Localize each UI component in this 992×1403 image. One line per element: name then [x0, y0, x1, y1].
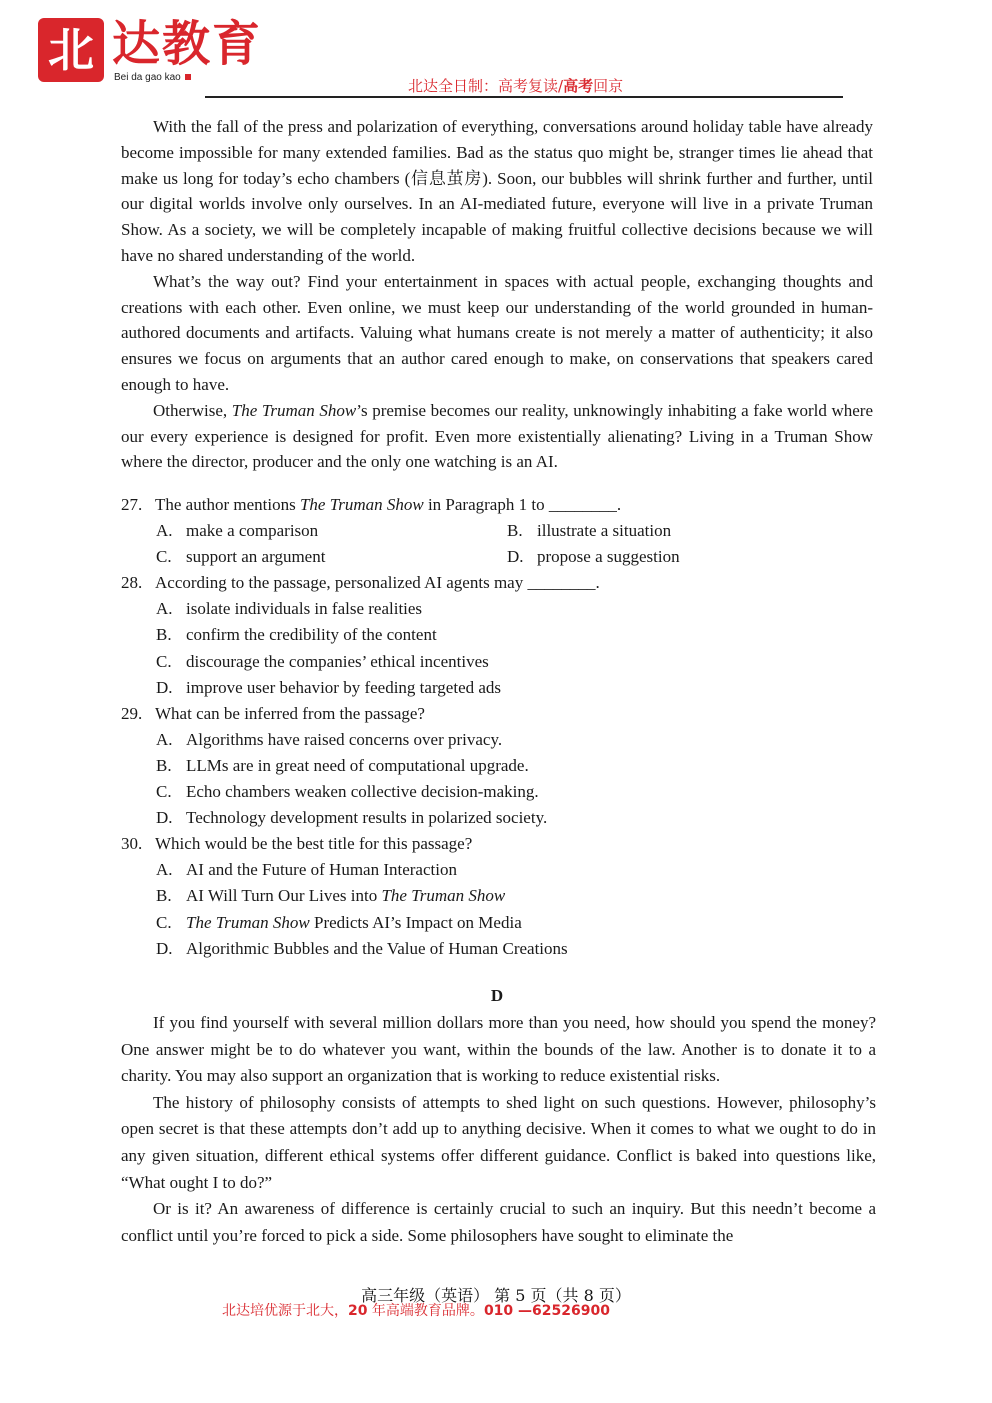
- option-text: isolate individuals in false realities: [186, 599, 423, 619]
- question-27: [121, 492, 873, 518]
- option-d: [156, 675, 873, 701]
- option-text: confirm the credibility of the content: [186, 625, 437, 645]
- option-text: LLMs are in great need of computational upgrade.: [186, 755, 529, 775]
- page-footer: 高三年级（英语） 第 5 页（共 8 页）: [361, 1286, 631, 1305]
- question-stem: in Paragraph 1 to ________.: [423, 495, 622, 514]
- passage-d: [121, 1010, 876, 1249]
- promo-text: 年高端教育品牌。: [367, 1303, 484, 1319]
- option-letter: A.: [156, 521, 173, 541]
- option-text: AI and the Future of Human Interaction: [186, 860, 457, 880]
- promo-phone: 010 —62526900: [483, 1303, 610, 1319]
- italic-title: The Truman Show: [381, 886, 506, 906]
- options-30: [121, 857, 873, 961]
- slogan-pre: 北达全日制：高考复读/: [408, 77, 564, 95]
- slogan-post: 回京: [593, 77, 624, 95]
- option-text: AI Will Turn Our Lives into: [186, 886, 382, 906]
- option-b: [156, 753, 873, 779]
- question-28: [121, 570, 873, 596]
- option-text: Predicts AI’s Impact on Media: [309, 912, 522, 932]
- promo-footer: [222, 1300, 610, 1320]
- option-letter: B.: [156, 625, 172, 645]
- option-text: Echo chambers weaken collective decision-making.: [186, 782, 539, 802]
- option-letter: B.: [156, 755, 172, 775]
- option-letter: C.: [156, 912, 172, 932]
- question-number: 28.: [121, 573, 143, 593]
- paragraph: The history of philosophy consists of attempts to shed light on such questions. However, philosophy’s open secret is that these attempts don’t add up to anything decisive. When it comes to what we ought to do in any given situation, different ethical systems offer different guidance. Conflict is baked into questions like, “What ought I to do?”: [121, 1092, 876, 1192]
- option-text: support an argument: [186, 547, 326, 567]
- paragraph: What’s the way out? Find your entertainment in spaces with actual people, exchanging thoughts and creations with each other. Even online, we must keep our understanding of the world grounded in human-authored documents and artifacts. Valuing what humans create is not merely a matter of authenticity; it also ensures we focus on arguments that an author cared enough to make, on conservations that speakers cared enough to have.: [121, 271, 873, 394]
- logo-mark: [38, 18, 104, 82]
- promo-text: 北达培优源于北大，: [222, 1303, 348, 1319]
- section-heading: D: [490, 986, 504, 1005]
- option-a: [156, 857, 873, 883]
- option-letter: A.: [156, 729, 173, 749]
- option-b: [507, 518, 858, 544]
- square-icon: [185, 74, 191, 80]
- question-stem: The author mentions: [155, 495, 300, 514]
- option-a: [156, 727, 873, 753]
- option-d: [156, 805, 873, 831]
- question-stem: Which would be the best title for this passage?: [155, 834, 473, 854]
- option-text: improve user behavior by feeding targeted ads: [186, 677, 502, 697]
- question-number: 27.: [121, 495, 143, 514]
- italic-title: The Truman Show: [231, 400, 357, 420]
- logo-subtitle-text: Bei da gao kao: [114, 72, 181, 83]
- option-letter: D.: [156, 677, 173, 697]
- question-list: [121, 492, 873, 962]
- logo-text: 达教育: [112, 16, 263, 72]
- paragraph: Or is it? An awareness of difference is certainly crucial to such an inquiry. But this needn’t become a conflict until you’re forced to pick a side. Some philosophers have sought to eliminate the: [121, 1199, 876, 1245]
- passage-c: [121, 114, 873, 475]
- text-run: Otherwise,: [153, 400, 232, 420]
- question-30: [121, 831, 873, 857]
- option-a: [156, 518, 507, 544]
- option-letter: B.: [156, 886, 172, 906]
- option-d: [507, 544, 858, 570]
- question-29: [121, 701, 873, 727]
- header-slogan: [408, 75, 623, 96]
- option-text: illustrate a situation: [537, 521, 672, 541]
- logo-char: 北: [48, 23, 94, 77]
- option-text: Technology development results in polarized society.: [186, 808, 548, 828]
- option-c: [156, 649, 873, 675]
- options-28: [121, 596, 873, 700]
- question-number: 29.: [121, 703, 143, 723]
- paragraph: If you find yourself with several million dollars more than you need, how should you spend the money? One answer might be to do whatever you want, within the bounds of the law. Another is to donate it to a charity. You may also support an organization that is working to reduce existential risks.: [121, 1013, 876, 1086]
- option-letter: A.: [156, 599, 173, 619]
- options-27: [121, 518, 873, 570]
- option-b: [156, 622, 873, 648]
- text-run: ’s premise becomes our reality, unknowingly inhabiting a fake world where our every experience is designed for profit. Even more existentially alienating? Living in a Truman Show where the director, producer and the only one watching is an AI.: [121, 400, 873, 472]
- option-a: [156, 596, 873, 622]
- promo-bold: 20: [348, 1303, 368, 1319]
- option-c: [156, 544, 507, 570]
- option-c: [156, 910, 873, 936]
- option-text: Algorithmic Bubbles and the Value of Human Creations: [186, 938, 568, 958]
- option-b: [156, 883, 873, 909]
- option-letter: D.: [156, 938, 173, 958]
- question-stem: According to the passage, personalized AI agents may ________.: [155, 573, 600, 593]
- option-text: Algorithms have raised concerns over privacy.: [186, 729, 503, 749]
- slogan-bold: 高考: [563, 77, 594, 95]
- option-letter: B.: [507, 521, 523, 541]
- option-letter: C.: [156, 782, 172, 802]
- option-text: make a comparison: [186, 521, 319, 541]
- option-letter: C.: [156, 547, 172, 567]
- italic-title: The Truman Show: [186, 912, 310, 932]
- options-29: [121, 727, 873, 831]
- option-letter: D.: [156, 808, 173, 828]
- option-text: discourage the companies’ ethical incentives: [186, 651, 489, 671]
- question-number: 30.: [121, 834, 143, 854]
- logo-subtitle: [114, 72, 191, 83]
- question-stem: What can be inferred from the passage?: [155, 703, 425, 723]
- option-letter: C.: [156, 651, 172, 671]
- option-letter: D.: [507, 547, 524, 567]
- paragraph: [121, 398, 873, 475]
- paragraph: With the fall of the press and polarization of everything, conversations around holiday table have already become impossible for many extended families. Bad as the status quo might be, stranger times lie ahead that make us long for today’s echo chambers (信息茧房). Soon, our bubbles will shrink further and further, until our digital worlds involve only ourselves. In an AI-mediated future, everyone will live in a private Truman Show. As a society, we will be completely incapable of making fruitful collective decisions because we will have no shared understanding of the world.: [121, 117, 873, 265]
- option-c: [156, 779, 873, 805]
- header-rule: [205, 96, 843, 98]
- option-d: [156, 936, 873, 962]
- option-text: propose a suggestion: [537, 547, 680, 567]
- italic-title: The Truman Show: [299, 495, 424, 514]
- option-letter: A.: [156, 860, 173, 880]
